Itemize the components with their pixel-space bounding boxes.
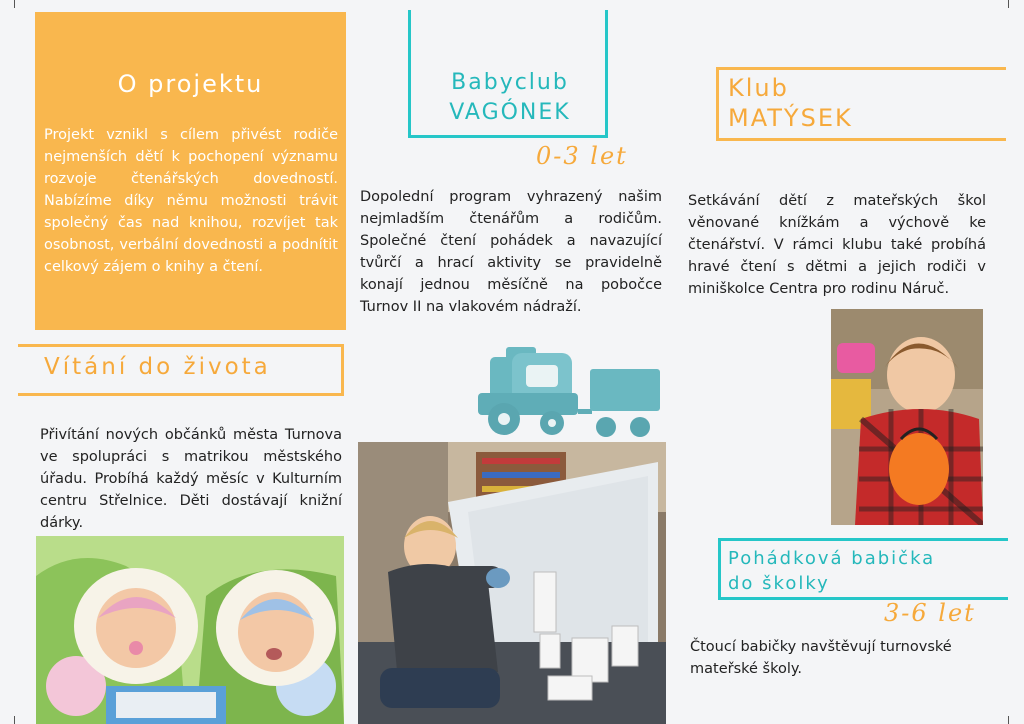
crop-mark: [14, 0, 15, 8]
babyclub-title: [425, 68, 595, 128]
crop-mark: [1008, 716, 1009, 724]
crop-mark: [1008, 0, 1009, 8]
pohadkova-text: Čtoucí babičky navštěvují turnovské mateřské školy.: [690, 639, 952, 677]
klub-title-line2: MATÝSEK: [728, 104, 853, 132]
babyclub-text: Dopolední program vyhrazený našim nejmladším čtenářům a rodičům. Společné čtení pohádek a navazující tvůrčí a hrací aktivity se pravidelně konají jednou měsíčně na pobočce Turnov II na vlakovém nádraží.: [360, 189, 662, 315]
pohadkova-age: 3-6 let: [884, 599, 976, 627]
project-title: O projektu: [117, 70, 264, 98]
klub-title: [728, 73, 853, 133]
babyclub-title-line1: Babyclub: [451, 70, 569, 95]
pohadkova-title: [728, 546, 935, 596]
train-icon: [470, 343, 670, 443]
vitani-text: Přivítání nových občánků města Turnova ve spolupráci s matrikou městského úřadu. Probíhá každý měsíc v Kulturním centru Střelnice. Děti dostávají knižní dárky.: [40, 427, 342, 531]
pohadkova-title-line1: Pohádková babička: [728, 548, 936, 569]
klub-title-line1: Klub: [728, 74, 789, 102]
babyclub-title-line2: VAGÓNEK: [449, 100, 571, 125]
crop-mark: [14, 716, 15, 724]
child-playing-photo: [358, 442, 666, 724]
babies-illustration: [36, 536, 344, 724]
pohadkova-title-line2: do školky: [728, 573, 830, 594]
vitani-title: Vítání do života: [44, 354, 271, 380]
project-text: Projekt vznikl s cílem přivést rodiče nejmenších dětí k pochopení významu rozvoje čtenářských dovedností. Nabízíme díky němu možnosti trávit společný čas nad knihou, rozvíjet tak osobnost, verbální dovednosti a podnítit celkový zájem o knihy a čtení.: [44, 127, 338, 275]
boy-photo: [831, 309, 983, 525]
klub-text: Setkávání dětí z mateřských škol věnované knížkám a výchově ke čtenářství. V rámci klubu také probíhá hravé čtení s dětmi a jejich rodiči v miniškolce Centra pro rodinu Náruč.: [688, 193, 986, 297]
babyclub-age: 0-3 let: [536, 142, 628, 170]
